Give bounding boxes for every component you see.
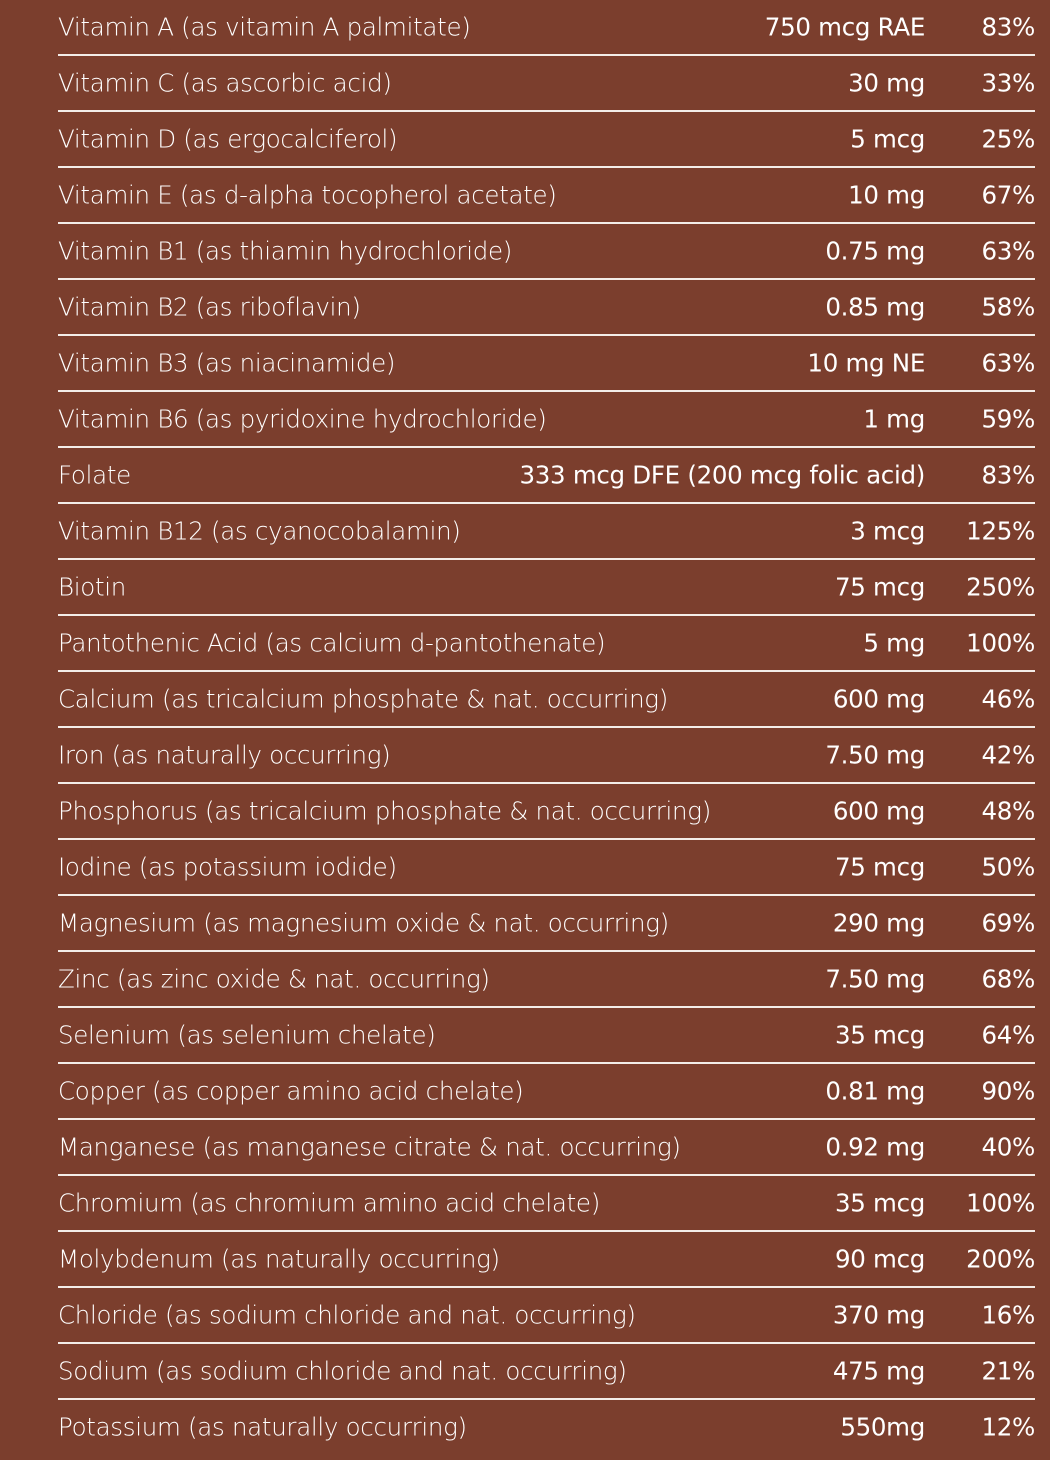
table-row bbox=[58, 1008, 1035, 1064]
nutrient-amount: 0.92 mg bbox=[825, 1132, 925, 1162]
nutrient-amount: 550mg bbox=[840, 1412, 925, 1442]
daily-value-percent: 83% bbox=[981, 460, 1035, 490]
nutrient-amount: 30 mg bbox=[848, 68, 925, 98]
daily-value-percent: 100% bbox=[966, 628, 1035, 658]
daily-value-percent: 33% bbox=[981, 68, 1035, 98]
daily-value-percent: 250% bbox=[966, 572, 1035, 602]
table-row bbox=[58, 1120, 1035, 1176]
nutrient-name: Manganese (as manganese citrate & nat. occurring) bbox=[58, 1132, 681, 1162]
table-row bbox=[58, 392, 1035, 448]
table-row bbox=[58, 1064, 1035, 1120]
nutrient-amount: 35 mcg bbox=[834, 1020, 925, 1050]
table-row bbox=[58, 728, 1035, 784]
nutrient-name: Vitamin B2 (as riboflavin) bbox=[58, 292, 361, 322]
table-row bbox=[58, 896, 1035, 952]
table-row bbox=[58, 112, 1035, 168]
table-row bbox=[58, 224, 1035, 280]
nutrient-name: Biotin bbox=[58, 572, 126, 602]
nutrient-name: Copper (as copper amino acid chelate) bbox=[58, 1076, 524, 1106]
daily-value-percent: 46% bbox=[981, 684, 1035, 714]
table-row bbox=[58, 504, 1035, 560]
nutrient-amount: 0.85 mg bbox=[825, 292, 925, 322]
nutrient-amount: 5 mcg bbox=[850, 124, 925, 154]
nutrient-name: Sodium (as sodium chloride and nat. occurring) bbox=[58, 1356, 627, 1386]
table-row bbox=[58, 616, 1035, 672]
daily-value-percent: 63% bbox=[981, 348, 1035, 378]
table-row bbox=[58, 1232, 1035, 1288]
nutrient-name: Magnesium (as magnesium oxide & nat. occurring) bbox=[58, 908, 669, 938]
daily-value-percent: 21% bbox=[981, 1356, 1035, 1386]
nutrient-amount: 600 mg bbox=[832, 684, 925, 714]
nutrient-amount: 0.75 mg bbox=[825, 236, 925, 266]
daily-value-percent: 100% bbox=[966, 1188, 1035, 1218]
nutrient-name: Phosphorus (as tricalcium phosphate & nat. occurring) bbox=[58, 796, 711, 826]
daily-value-percent: 67% bbox=[981, 180, 1035, 210]
daily-value-percent: 90% bbox=[981, 1076, 1035, 1106]
nutrient-name: Vitamin C (as ascorbic acid) bbox=[58, 68, 392, 98]
nutrient-name: Vitamin E (as d-alpha tocopherol acetate) bbox=[58, 180, 557, 210]
daily-value-percent: 125% bbox=[966, 516, 1035, 546]
nutrient-name: Zinc (as zinc oxide & nat. occurring) bbox=[58, 964, 490, 994]
nutrient-amount: 10 mg NE bbox=[807, 348, 925, 378]
daily-value-percent: 25% bbox=[981, 124, 1035, 154]
daily-value-percent: 50% bbox=[981, 852, 1035, 882]
table-row bbox=[58, 672, 1035, 728]
nutrient-amount: 333 mcg DFE (200 mcg folic acid) bbox=[519, 460, 925, 490]
nutrient-name: Iron (as naturally occurring) bbox=[58, 740, 391, 770]
table-row bbox=[58, 0, 1035, 56]
nutrient-amount: 370 mg bbox=[832, 1300, 925, 1330]
nutrient-amount: 5 mg bbox=[863, 628, 925, 658]
daily-value-percent: 83% bbox=[981, 12, 1035, 42]
nutrient-name: Vitamin B6 (as pyridoxine hydrochloride) bbox=[58, 404, 547, 434]
nutrient-amount: 475 mg bbox=[832, 1356, 925, 1386]
nutrient-amount: 600 mg bbox=[832, 796, 925, 826]
table-row bbox=[58, 168, 1035, 224]
table-row bbox=[58, 1176, 1035, 1232]
table-row bbox=[58, 1288, 1035, 1344]
nutrient-amount: 10 mg bbox=[848, 180, 925, 210]
nutrient-amount: 750 mcg RAE bbox=[764, 12, 925, 42]
nutrient-amount: 75 mcg bbox=[834, 852, 925, 882]
nutrient-amount: 0.81 mg bbox=[825, 1076, 925, 1106]
daily-value-percent: 68% bbox=[981, 964, 1035, 994]
daily-value-percent: 58% bbox=[981, 292, 1035, 322]
nutrient-name: Pantothenic Acid (as calcium d-pantothenate) bbox=[58, 628, 606, 658]
daily-value-percent: 12% bbox=[981, 1412, 1035, 1442]
nutrient-name: Vitamin B1 (as thiamin hydrochloride) bbox=[58, 236, 512, 266]
nutrient-name: Vitamin B12 (as cyanocobalamin) bbox=[58, 516, 461, 546]
nutrient-name: Folate bbox=[58, 460, 131, 490]
nutrient-amount: 7.50 mg bbox=[825, 740, 925, 770]
table-row bbox=[58, 1400, 1035, 1454]
nutrient-name: Chloride (as sodium chloride and nat. occurring) bbox=[58, 1300, 636, 1330]
daily-value-percent: 42% bbox=[981, 740, 1035, 770]
daily-value-percent: 59% bbox=[981, 404, 1035, 434]
table-row bbox=[58, 448, 1035, 504]
nutrient-name: Molybdenum (as naturally occurring) bbox=[58, 1244, 500, 1274]
daily-value-percent: 63% bbox=[981, 236, 1035, 266]
table-row bbox=[58, 56, 1035, 112]
daily-value-percent: 48% bbox=[981, 796, 1035, 826]
table-row bbox=[58, 952, 1035, 1008]
nutrient-amount: 35 mcg bbox=[834, 1188, 925, 1218]
daily-value-percent: 16% bbox=[981, 1300, 1035, 1330]
nutrient-name: Selenium (as selenium chelate) bbox=[58, 1020, 436, 1050]
nutrient-name: Iodine (as potassium iodide) bbox=[58, 852, 397, 882]
nutrition-facts-table bbox=[58, 0, 1035, 1454]
nutrient-amount: 3 mcg bbox=[850, 516, 925, 546]
nutrient-name: Vitamin D (as ergocalciferol) bbox=[58, 124, 398, 154]
table-row bbox=[58, 1344, 1035, 1400]
daily-value-percent: 200% bbox=[966, 1244, 1035, 1274]
nutrient-name: Chromium (as chromium amino acid chelate) bbox=[58, 1188, 600, 1218]
table-row bbox=[58, 336, 1035, 392]
daily-value-percent: 69% bbox=[981, 908, 1035, 938]
nutrient-amount: 1 mg bbox=[863, 404, 925, 434]
table-row bbox=[58, 560, 1035, 616]
daily-value-percent: 40% bbox=[981, 1132, 1035, 1162]
nutrient-amount: 75 mcg bbox=[834, 572, 925, 602]
nutrient-amount: 7.50 mg bbox=[825, 964, 925, 994]
nutrient-name: Calcium (as tricalcium phosphate & nat. occurring) bbox=[58, 684, 668, 714]
table-row bbox=[58, 840, 1035, 896]
nutrient-amount: 90 mcg bbox=[834, 1244, 925, 1274]
daily-value-percent: 64% bbox=[981, 1020, 1035, 1050]
table-row bbox=[58, 784, 1035, 840]
nutrient-amount: 290 mg bbox=[832, 908, 925, 938]
table-row bbox=[58, 280, 1035, 336]
nutrient-name: Potassium (as naturally occurring) bbox=[58, 1412, 467, 1442]
nutrient-name: Vitamin B3 (as niacinamide) bbox=[58, 348, 396, 378]
nutrient-name: Vitamin A (as vitamin A palmitate) bbox=[58, 12, 471, 42]
